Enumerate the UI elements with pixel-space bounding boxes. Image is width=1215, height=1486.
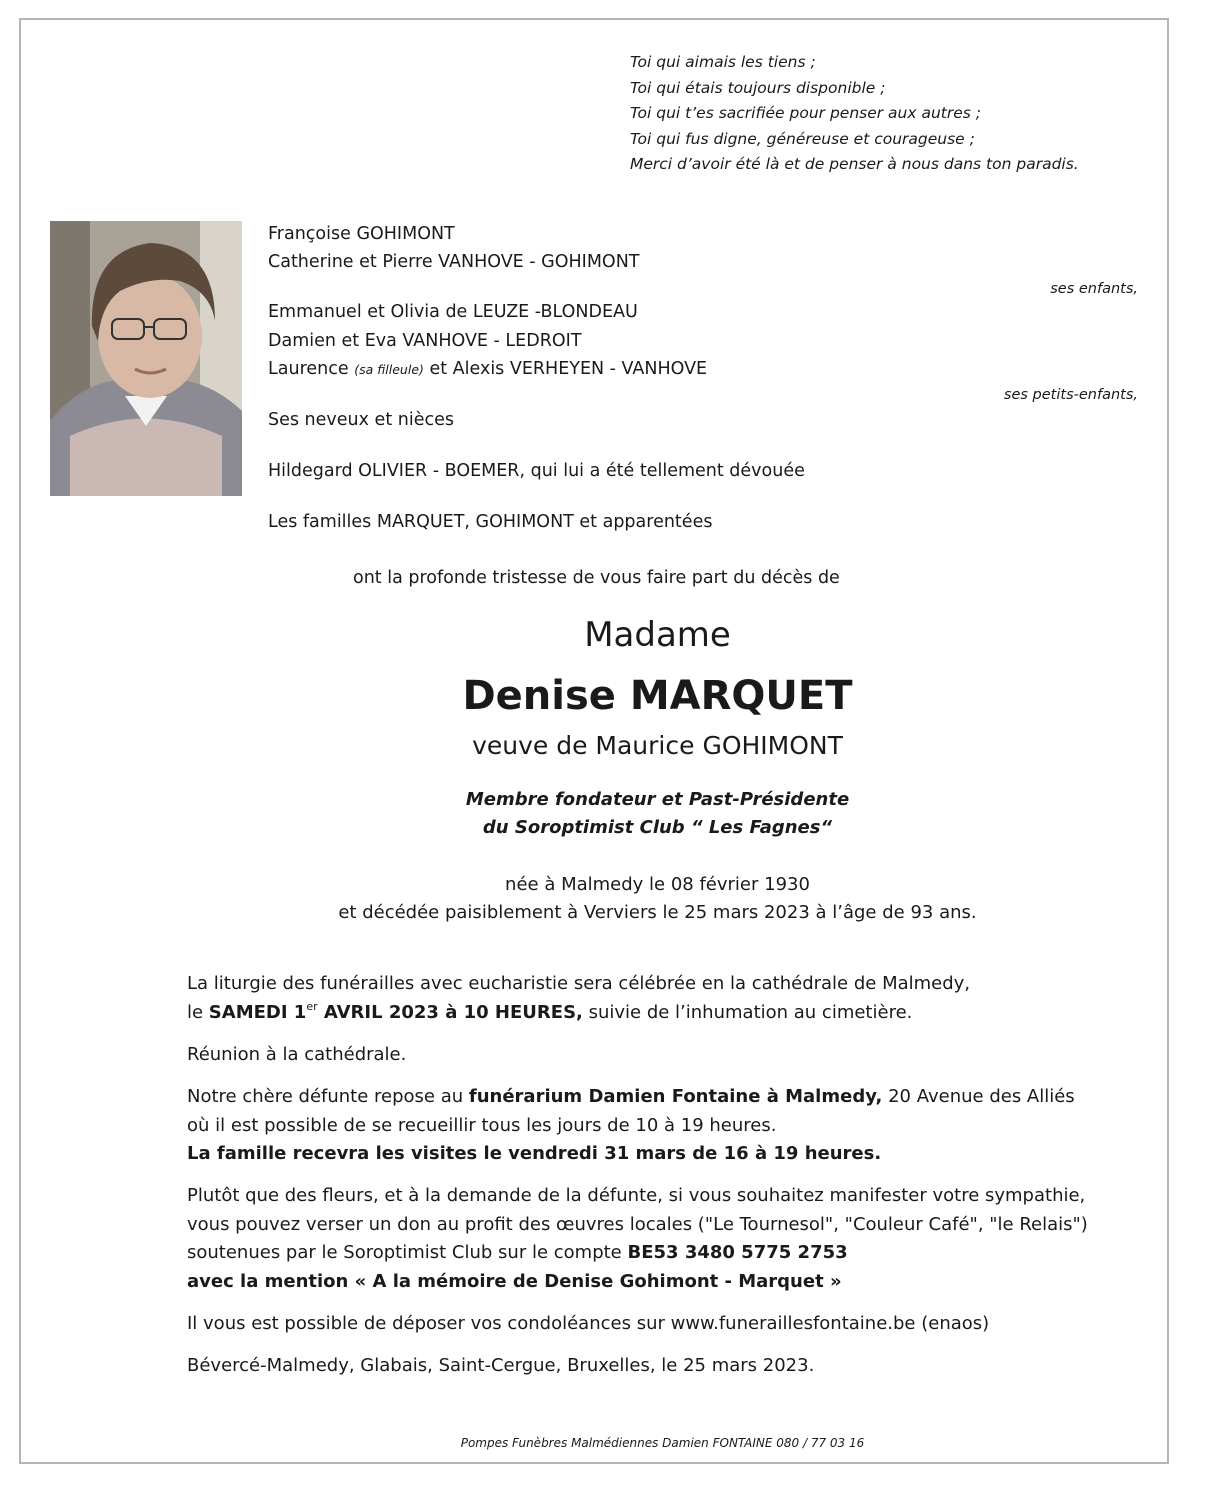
funerarium-pre: Notre chère défunte repose au bbox=[187, 1086, 469, 1107]
funerarium-name: funérarium Damien Fontaine à Malmedy, bbox=[468, 1086, 883, 1107]
deceased-name: Denise MARQUET bbox=[462, 673, 853, 719]
liturgy-post: suivie de l’inhumation au cimetière. bbox=[582, 1001, 913, 1023]
grandchild-name: Damien et Eva VANHOVE - LEDROIT bbox=[268, 331, 582, 351]
portrait-illustration bbox=[50, 221, 242, 496]
reunion-line: Réunion à la cathédrale. bbox=[187, 1044, 407, 1065]
funerarium-line bbox=[187, 1083, 1075, 1112]
grandchild-name bbox=[268, 359, 707, 379]
member-line: Membre fondateur et Past-Présidente bbox=[465, 789, 850, 810]
donation-pre: soutenues par le Soroptimist Club sur le compte bbox=[187, 1242, 628, 1263]
birth-line: née à Malmedy le 08 février 1930 bbox=[505, 874, 810, 895]
liturgy-time: AVRIL 2023 à 10 HEURES, bbox=[317, 1001, 583, 1023]
poem bbox=[630, 50, 1079, 178]
children-role: ses enfants, bbox=[1050, 281, 1138, 297]
condolences-line: Il vous est possible de déposer vos condoléances sur www.funeraillesfontaine.be (enaos) bbox=[187, 1313, 990, 1334]
liturgy-date: SAMEDI 1 bbox=[208, 1001, 307, 1023]
goddaughter-note: (sa filleule) bbox=[354, 362, 424, 377]
portrait-photo bbox=[50, 221, 242, 496]
nephews-line: Ses neveux et nièces bbox=[268, 410, 454, 430]
announcement: ont la profonde tristesse de vous faire part du décès de bbox=[353, 568, 840, 588]
poem-line: Toi qui aimais les tiens ; bbox=[630, 53, 816, 71]
donation-line: Plutôt que des fleurs, et à la demande de la défunte, si vous souhaitez manifester votre sympathie, bbox=[187, 1185, 1086, 1206]
poem-line: Toi qui t’es sacrifiée pour penser aux autres ; bbox=[630, 104, 982, 122]
liturgy-paragraph bbox=[187, 970, 970, 1027]
families-line: Les familles MARQUET, GOHIMONT et apparentées bbox=[268, 512, 713, 532]
liturgy-pre: le bbox=[187, 1001, 209, 1023]
child-name: Françoise GOHIMONT bbox=[268, 224, 455, 244]
donation-paragraph bbox=[187, 1182, 1088, 1296]
madame-title: Madame bbox=[584, 615, 731, 655]
ordinal-sup: er bbox=[306, 999, 318, 1013]
funerarium-address: 20 Avenue des Alliés bbox=[882, 1086, 1075, 1107]
donation-line: vous pouvez verser un don au profit des œuvres locales ("Le Tournesol", "Couleur Café", "le Relais") bbox=[187, 1213, 1088, 1235]
visits-line: La famille recevra les visites le vendredi 31 mars de 16 à 19 heures. bbox=[187, 1143, 882, 1164]
member-line: du Soroptimist Club “ Les Fagnes“ bbox=[482, 817, 833, 838]
poem-line: Toi qui étais toujours disponible ; bbox=[630, 78, 886, 97]
widow-line: veuve de Maurice GOHIMONT bbox=[472, 731, 843, 760]
funeral-home-footer: Pompes Funèbres Malmédiennes Damien FONTAINE 080 / 77 03 16 bbox=[460, 1436, 865, 1450]
poem-line: Toi qui fus digne, généreuse et courageuse ; bbox=[630, 129, 975, 148]
death-line: et décédée paisiblement à Verviers le 25 mars 2023 à l’âge de 93 ans. bbox=[338, 902, 977, 923]
funerarium-paragraph bbox=[187, 1083, 1075, 1169]
liturgy-line: La liturgie des funérailles avec eucharistie sera célébrée en la cathédrale de Malmedy, bbox=[187, 973, 971, 994]
hildegard-line: Hildegard OLIVIER - BOEMER, qui lui a été tellement dévouée bbox=[268, 461, 805, 481]
bank-account: BE53 3480 5775 2753 bbox=[627, 1242, 848, 1263]
funerarium-line: où il est possible de se recueillir tous les jours de 10 à 19 heures. bbox=[187, 1114, 777, 1136]
grandchild-rest: et Alexis VERHEYEN - VANHOVE bbox=[429, 359, 708, 379]
donation-line bbox=[187, 1239, 1088, 1268]
grandchildren-role: ses petits-enfants, bbox=[1003, 387, 1138, 403]
liturgy-line bbox=[187, 999, 970, 1028]
grandchild-name: Emmanuel et Olivia de LEUZE -BLONDEAU bbox=[268, 302, 638, 322]
poem-line: Merci d’avoir été là et de penser à nous dans ton paradis. bbox=[630, 155, 1079, 173]
child-name: Catherine et Pierre VANHOVE - GOHIMONT bbox=[268, 252, 640, 272]
grandchild-first: Laurence bbox=[268, 359, 349, 379]
place-date-line: Bévercé-Malmedy, Glabais, Saint-Cergue, Bruxelles, le 25 mars 2023. bbox=[187, 1355, 815, 1376]
donation-mention: avec la mention « A la mémoire de Denise Gohimont - Marquet » bbox=[187, 1270, 842, 1292]
